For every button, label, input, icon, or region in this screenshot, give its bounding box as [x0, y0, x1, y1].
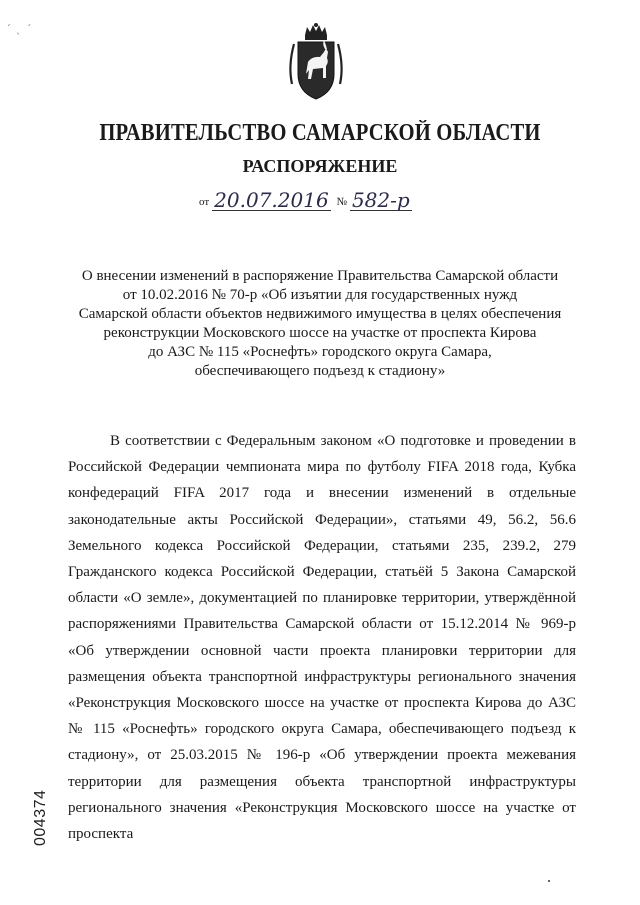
subject-line: Самарской области объектов недвижимого имущества в целях обеспечения: [78, 306, 562, 322]
government-title: ПРАВИТЕЛЬСТВО САМАРСКОЙ ОБЛАСТИ: [99, 120, 541, 146]
body-paragraph: В соответствии с Федеральным законом «О подготовке и проведении в Российской Федерации чемпионата мира по футболу FIFA 2018 года, Кубка конфедераций FIFA 2017 года и внесении изменений в отдельные законодательные акты Российской Федерации», статьями 49, 56.2, 56.6 Земельного кодекса Российской Федерации, статьями 235, 239.2, 279 Гражданского кодекса Российской Федерации, статьёй 5 Закона Самарской области «О земле», документацией по планировке территории, утверждённой распоряжениями Правительства Самарской области от 15.12.2014 № 969-р «Об утверждении основной части проекта планировки территории для размещения объекта транспортной инфраструктуры регионального значения «Реконструкция Московского шоссе на участке от проспекта Кирова до АЗС № 115 «Роснефть» городского округа Самара, обеспечивающего подъезд к стадиону», от 25.03.2015 № 196-р «Об утверждении проекта межевания территории для размещения объекта транспортной инфраструктуры регионального значения «Реконструкция Московского шоссе на участке от проспекта: [68, 433, 576, 843]
date-number-line: [196, 190, 576, 211]
document-type: РАСПОРЯЖЕНИЕ: [242, 156, 398, 176]
number-prefix: №: [336, 196, 347, 208]
subject-line: до АЗС № 115 «Роснефть» городского округа Самара,: [148, 344, 492, 360]
document-subject: [62, 267, 578, 381]
subject-line: обеспечивающего подъезд к стадиону»: [194, 363, 446, 379]
handwritten-number: 582-р: [351, 188, 410, 212]
coat-of-arms-icon: [286, 22, 346, 102]
subject-line: О внесении изменений в распоряжение Правительства Самарской области: [81, 268, 559, 284]
handwritten-date: 20.07.2016: [214, 188, 329, 212]
subject-line: реконструкции Московского шоссе на участке от проспекта Кирова: [103, 325, 537, 341]
side-registration-number: 004374: [32, 789, 49, 846]
date-prefix: от: [199, 196, 210, 208]
subject-line: от 10.02.2016 № 70-р «Об изъятии для государственных нужд: [122, 287, 518, 303]
scan-speck: [548, 880, 550, 882]
document-body: [68, 428, 576, 847]
corner-mark: ˊ ˎ ˊ: [6, 24, 33, 35]
